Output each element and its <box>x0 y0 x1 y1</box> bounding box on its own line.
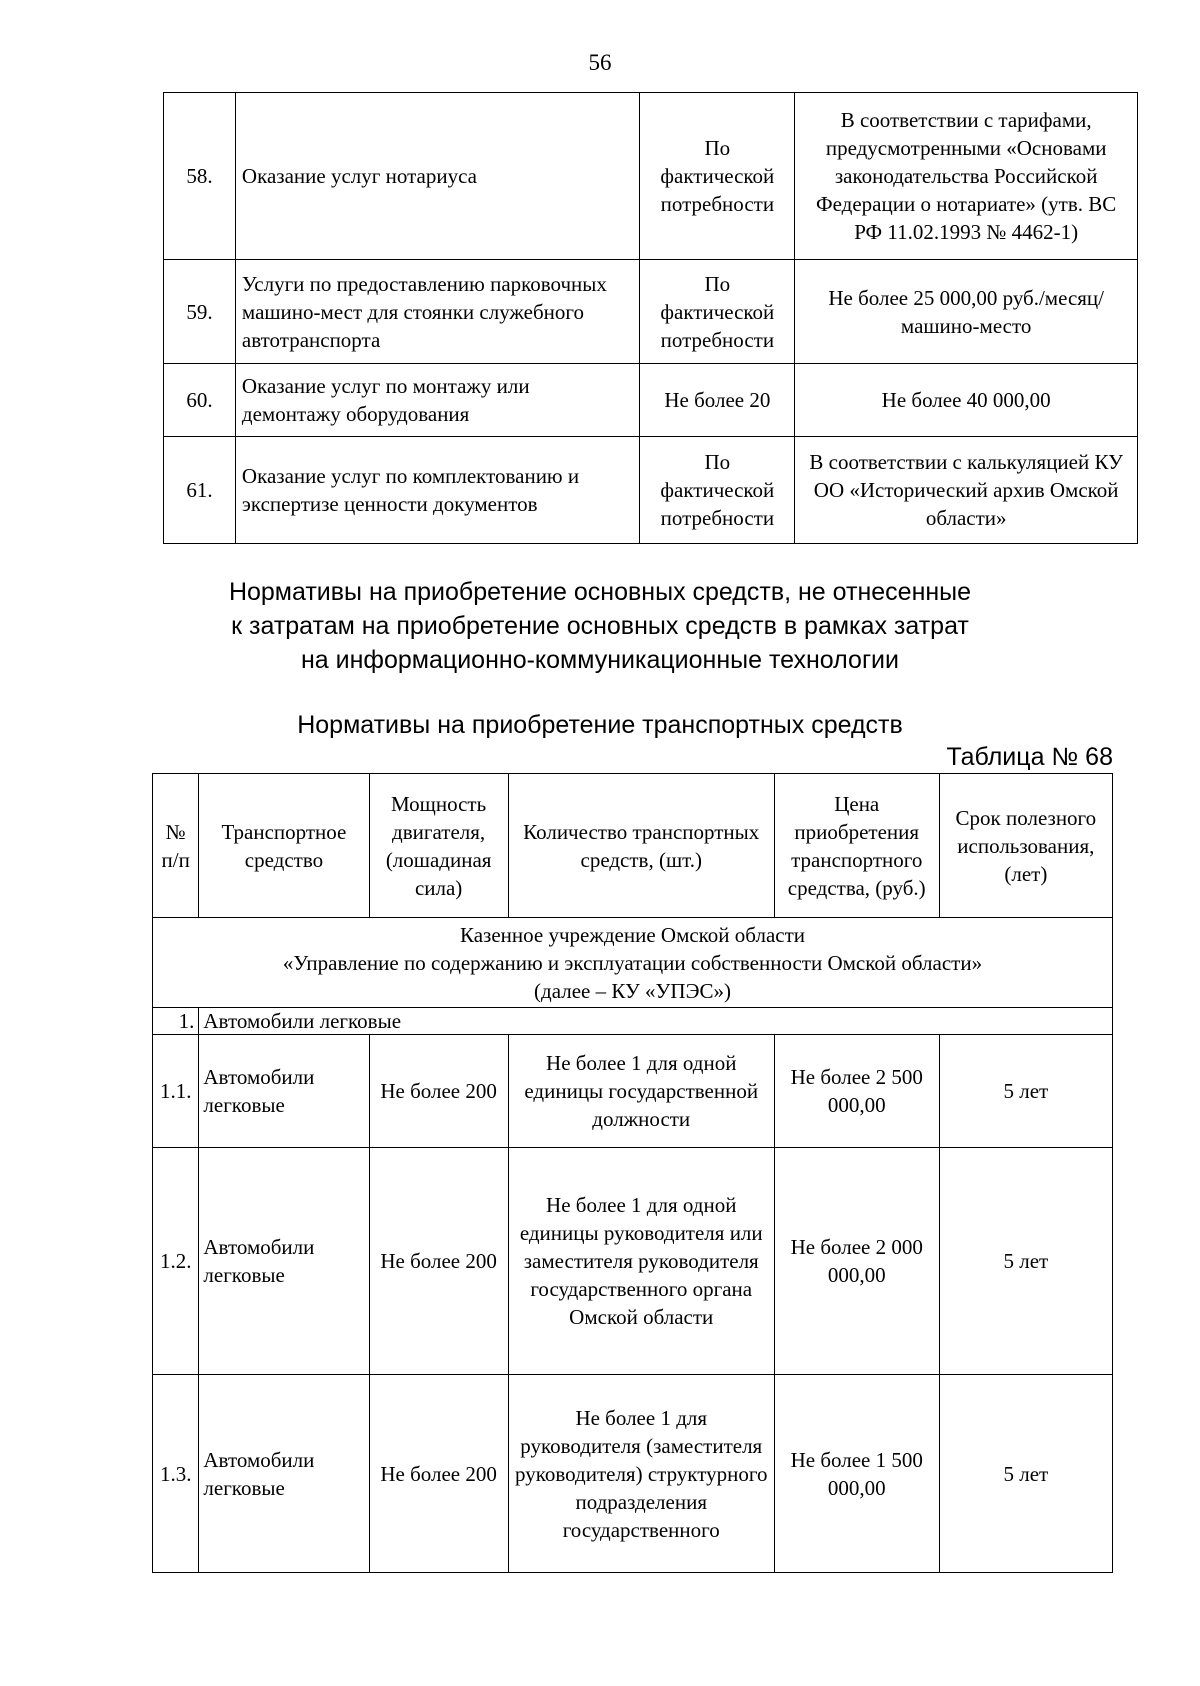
group-label: Автомобили легковые <box>199 1008 1113 1035</box>
vehicle-count: Не более 1 для руководителя (заместителя руководителя) структурного подразделения государственного <box>508 1375 774 1573</box>
table-header-row <box>153 774 1113 918</box>
service-price: Не более 40 000,00 <box>795 364 1138 437</box>
table-row <box>164 364 1138 437</box>
engine-power: Не более 200 <box>369 1035 508 1148</box>
row-number: 59. <box>164 260 236 364</box>
org-row <box>153 918 1113 1008</box>
service-price: В соответствии с калькуляцией КУ ОО «Исторический архив Омской области» <box>795 437 1138 544</box>
group-number: 1. <box>153 1008 199 1035</box>
table-row <box>164 437 1138 544</box>
table-row <box>153 1148 1113 1375</box>
header-life: Срок полезного использования, (лет) <box>939 774 1112 918</box>
row-number: 61. <box>164 437 236 544</box>
vehicle-price: Не более 1 500 000,00 <box>774 1375 939 1573</box>
group-row <box>153 1008 1113 1035</box>
vehicles-table <box>152 773 1113 1573</box>
vehicle-price: Не более 2 000 000,00 <box>774 1148 939 1375</box>
table-row <box>164 260 1138 364</box>
vehicle-count: Не более 1 для одной единицы государственной должности <box>508 1035 774 1148</box>
org-line: «Управление по содержанию и эксплуатации собственности Омской области» <box>282 950 983 975</box>
service-quantity: По фактической потребности <box>640 260 795 364</box>
service-price: Не более 25 000,00 руб./месяц/машино-место <box>795 260 1138 364</box>
header-power: Мощность двигателя, (лошадиная сила) <box>369 774 508 918</box>
org-cell <box>153 918 1113 1008</box>
service-name: Оказание услуг нотариуса <box>235 93 639 260</box>
vehicle-price: Не более 2 500 000,00 <box>774 1035 939 1148</box>
vehicle-type: Автомобили легковые <box>199 1148 369 1375</box>
section-heading <box>0 575 1200 677</box>
page-number: 56 <box>588 50 612 75</box>
subsection-heading: Нормативы на приобретение транспортных средств <box>297 711 903 739</box>
row-number: 1.1. <box>153 1035 199 1148</box>
section-heading-line: к затратам на приобретение основных средств в рамках затрат <box>231 612 969 640</box>
table-caption: Таблица № 68 <box>946 743 1113 771</box>
service-name: Оказание услуг по комплектованию и экспертизе ценности документов <box>235 437 639 544</box>
service-price: В соответствии с тарифами, предусмотренными «Основами законодательства Российской Федерации о нотариате» (утв. ВС РФ 11.02.1993 № 4462-1) <box>795 93 1138 260</box>
vehicle-type: Автомобили легковые <box>199 1375 369 1573</box>
table-row <box>153 1035 1113 1148</box>
header-price: Цена приобретения транспортного средства, (руб.) <box>774 774 939 918</box>
useful-life: 5 лет <box>939 1375 1112 1573</box>
org-line: Казенное учреждение Омской области <box>459 922 805 947</box>
useful-life: 5 лет <box>939 1148 1112 1375</box>
header-num: № п/п <box>153 774 199 918</box>
row-number: 1.3. <box>153 1375 199 1573</box>
service-name: Оказание услуг по монтажу или демонтажу оборудования <box>235 364 639 437</box>
section-heading-line: на информационно-коммуникационные технологии <box>301 646 899 674</box>
row-number: 60. <box>164 364 236 437</box>
service-name: Услуги по предоставлению парковочных машино-мест для стоянки служебного автотранспорта <box>235 260 639 364</box>
org-line: (далее – КУ «УПЭС») <box>534 978 731 1003</box>
useful-life: 5 лет <box>939 1035 1112 1148</box>
row-number: 1.2. <box>153 1148 199 1375</box>
header-count: Количество транспортных средств, (шт.) <box>508 774 774 918</box>
service-quantity: По фактической потребности <box>640 93 795 260</box>
table-row <box>153 1375 1113 1573</box>
engine-power: Не более 200 <box>369 1148 508 1375</box>
row-number: 58. <box>164 93 236 260</box>
section-heading-line: Нормативы на приобретение основных средств, не отнесенные <box>228 578 972 606</box>
vehicle-type: Автомобили легковые <box>199 1035 369 1148</box>
service-quantity: По фактической потребности <box>640 437 795 544</box>
services-table <box>163 92 1138 544</box>
service-quantity: Не более 20 <box>640 364 795 437</box>
table-row <box>164 93 1138 260</box>
engine-power: Не более 200 <box>369 1375 508 1573</box>
vehicle-count: Не более 1 для одной единицы руководителя или заместителя руководителя государственного органа Омской области <box>508 1148 774 1375</box>
header-vehicle: Транспортное средство <box>199 774 369 918</box>
